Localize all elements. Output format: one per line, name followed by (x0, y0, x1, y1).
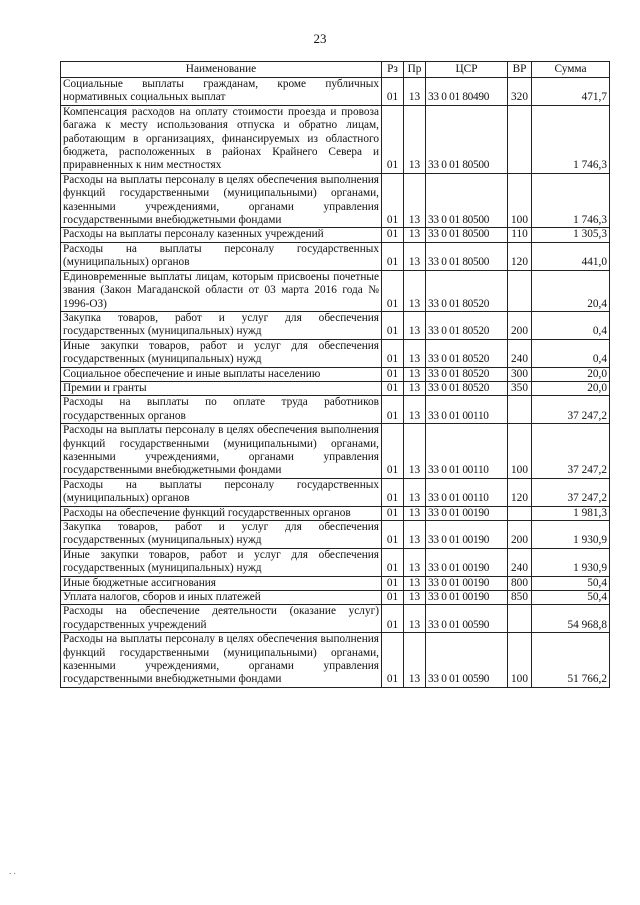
row-rz: 01 (382, 78, 404, 106)
row-rz: 01 (382, 521, 404, 549)
header-pr: Пр (404, 62, 426, 78)
row-vr: 120 (508, 242, 532, 270)
row-pr: 13 (404, 576, 426, 590)
row-name: Премии и гранты (61, 381, 382, 395)
row-sum: 1 930,9 (532, 521, 610, 549)
header-rz: Рз (382, 62, 404, 78)
row-sum: 37 247,2 (532, 424, 610, 479)
row-vr: 110 (508, 228, 532, 242)
row-sum: 0,4 (532, 339, 610, 367)
row-vr: 300 (508, 367, 532, 381)
table-row (61, 506, 610, 520)
row-name: Расходы на обеспечение функций государственных органов (61, 506, 382, 520)
table-row (61, 548, 610, 576)
row-vr: 800 (508, 576, 532, 590)
table-row (61, 339, 610, 367)
row-pr: 13 (404, 270, 426, 311)
row-csr: 33 0 01 00190 (426, 576, 508, 590)
row-rz: 01 (382, 548, 404, 576)
row-name: Расходы на выплаты персоналу в целях обеспечения выполнения функций государственными (муниципальными) органами, казенными учреждениями, органами управления государственными внебюджетными фондами (61, 424, 382, 479)
table-row (61, 478, 610, 506)
row-pr: 13 (404, 591, 426, 605)
row-vr (508, 270, 532, 311)
row-csr: 33 0 01 80490 (426, 78, 508, 106)
row-sum: 20,0 (532, 381, 610, 395)
table-row (61, 591, 610, 605)
row-rz: 01 (382, 339, 404, 367)
row-rz: 01 (382, 311, 404, 339)
row-sum: 20,0 (532, 367, 610, 381)
row-name: Иные закупки товаров, работ и услуг для обеспечения государственных (муниципальных) нужд (61, 548, 382, 576)
table-row (61, 173, 610, 228)
table-row (61, 311, 610, 339)
row-name: Иные бюджетные ассигнования (61, 576, 382, 590)
row-csr: 33 0 01 00190 (426, 591, 508, 605)
row-pr: 13 (404, 339, 426, 367)
row-name: Расходы на выплаты персоналу государственных (муниципальных) органов (61, 478, 382, 506)
budget-table (60, 61, 610, 688)
row-csr: 33 0 01 00190 (426, 548, 508, 576)
row-name: Единовременные выплаты лицам, которым присвоены почетные звания (Закон Магаданской области от 03 марта 2016 года № 1996-ОЗ) (61, 270, 382, 311)
row-rz: 01 (382, 242, 404, 270)
row-rz: 01 (382, 173, 404, 228)
row-vr (508, 105, 532, 173)
row-pr: 13 (404, 78, 426, 106)
row-pr: 13 (404, 548, 426, 576)
row-csr: 33 0 01 80500 (426, 105, 508, 173)
row-pr: 13 (404, 396, 426, 424)
row-pr: 13 (404, 478, 426, 506)
row-rz: 01 (382, 105, 404, 173)
row-csr: 33 0 01 00590 (426, 605, 508, 633)
row-csr: 33 0 01 00110 (426, 478, 508, 506)
row-pr: 13 (404, 605, 426, 633)
row-rz: 01 (382, 591, 404, 605)
table-row (61, 242, 610, 270)
row-sum: 50,4 (532, 591, 610, 605)
row-vr: 240 (508, 339, 532, 367)
row-sum: 50,4 (532, 576, 610, 590)
row-pr: 13 (404, 633, 426, 688)
row-rz: 01 (382, 424, 404, 479)
table-header-row (61, 62, 610, 78)
margin-mark: . . (9, 866, 16, 876)
row-sum: 1 981,3 (532, 506, 610, 520)
table-row (61, 605, 610, 633)
row-sum: 37 247,2 (532, 396, 610, 424)
row-sum: 37 247,2 (532, 478, 610, 506)
page-number: 23 (313, 31, 327, 46)
row-pr: 13 (404, 506, 426, 520)
row-name: Расходы на выплаты по оплате труда работников государственных органов (61, 396, 382, 424)
row-name: Закупка товаров, работ и услуг для обеспечения государственных (муниципальных) нужд (61, 521, 382, 549)
row-name: Социальные выплаты гражданам, кроме публичных нормативных социальных выплат (61, 78, 382, 106)
row-name: Расходы на выплаты персоналу в целях обеспечения выполнения функций государственными (муниципальными) органами, казенными учреждениями, органами управления государственными внебюджетными фондами (61, 633, 382, 688)
header-sum: Сумма (532, 62, 610, 78)
row-vr: 850 (508, 591, 532, 605)
row-csr: 33 0 01 80500 (426, 173, 508, 228)
header-vr: ВР (508, 62, 532, 78)
row-sum: 54 968,8 (532, 605, 610, 633)
row-vr: 100 (508, 173, 532, 228)
row-name: Расходы на обеспечение деятельности (оказание услуг) государственных учреждений (61, 605, 382, 633)
row-vr (508, 506, 532, 520)
table-row (61, 270, 610, 311)
row-vr: 240 (508, 548, 532, 576)
row-sum: 51 766,2 (532, 633, 610, 688)
row-rz: 01 (382, 633, 404, 688)
row-name: Компенсация расходов на оплату стоимости проезда и провоза багажа к месту использования отпуска и обратно лицам, работающим в организациях, финансируемых из областного бюджета, расположенных в районах Крайнего Севера и приравненных к ним местностях (61, 105, 382, 173)
row-name: Расходы на выплаты персоналу государственных (муниципальных) органов (61, 242, 382, 270)
row-csr: 33 0 01 80520 (426, 339, 508, 367)
row-name: Расходы на выплаты персоналу казенных учреждений (61, 228, 382, 242)
row-sum: 441,0 (532, 242, 610, 270)
row-rz: 01 (382, 506, 404, 520)
row-csr: 33 0 01 80520 (426, 367, 508, 381)
table-row (61, 78, 610, 106)
row-sum: 1 305,3 (532, 228, 610, 242)
row-vr: 100 (508, 633, 532, 688)
row-rz: 01 (382, 576, 404, 590)
row-pr: 13 (404, 381, 426, 395)
row-csr: 33 0 01 00110 (426, 424, 508, 479)
row-vr: 320 (508, 78, 532, 106)
row-rz: 01 (382, 478, 404, 506)
row-csr: 33 0 01 00590 (426, 633, 508, 688)
row-vr: 200 (508, 521, 532, 549)
row-csr: 33 0 01 00190 (426, 506, 508, 520)
row-csr: 33 0 01 00190 (426, 521, 508, 549)
header-name: Наименование (61, 62, 382, 78)
row-rz: 01 (382, 367, 404, 381)
row-vr (508, 396, 532, 424)
row-rz: 01 (382, 605, 404, 633)
row-pr: 13 (404, 424, 426, 479)
table-row (61, 396, 610, 424)
row-rz: 01 (382, 228, 404, 242)
row-sum: 0,4 (532, 311, 610, 339)
table-row (61, 576, 610, 590)
row-name: Социальное обеспечение и иные выплаты населению (61, 367, 382, 381)
row-sum: 471,7 (532, 78, 610, 106)
row-name: Закупка товаров, работ и услуг для обеспечения государственных (муниципальных) нужд (61, 311, 382, 339)
row-rz: 01 (382, 396, 404, 424)
row-sum: 20,4 (532, 270, 610, 311)
row-name: Расходы на выплаты персоналу в целях обеспечения выполнения функций государственными (муниципальными) органами, казенными учреждениями, органами управления государственными внебюджетными фондами (61, 173, 382, 228)
table-row (61, 105, 610, 173)
row-vr (508, 605, 532, 633)
table-row (61, 228, 610, 242)
header-csr: ЦСР (426, 62, 508, 78)
row-name: Иные закупки товаров, работ и услуг для обеспечения государственных (муниципальных) нужд (61, 339, 382, 367)
row-vr: 120 (508, 478, 532, 506)
row-pr: 13 (404, 228, 426, 242)
row-pr: 13 (404, 521, 426, 549)
row-rz: 01 (382, 381, 404, 395)
row-csr: 33 0 01 80500 (426, 242, 508, 270)
row-name: Уплата налогов, сборов и иных платежей (61, 591, 382, 605)
row-vr: 200 (508, 311, 532, 339)
table-row (61, 424, 610, 479)
row-pr: 13 (404, 242, 426, 270)
table-row (61, 381, 610, 395)
row-rz: 01 (382, 270, 404, 311)
row-csr: 33 0 01 80520 (426, 381, 508, 395)
row-csr: 33 0 01 80500 (426, 228, 508, 242)
row-vr: 350 (508, 381, 532, 395)
row-pr: 13 (404, 367, 426, 381)
row-sum: 1 746,3 (532, 173, 610, 228)
table-row (61, 367, 610, 381)
row-pr: 13 (404, 173, 426, 228)
row-csr: 33 0 01 00110 (426, 396, 508, 424)
table-row (61, 633, 610, 688)
row-sum: 1 746,3 (532, 105, 610, 173)
table-row (61, 521, 610, 549)
row-pr: 13 (404, 105, 426, 173)
row-vr: 100 (508, 424, 532, 479)
row-csr: 33 0 01 80520 (426, 270, 508, 311)
row-csr: 33 0 01 80520 (426, 311, 508, 339)
row-pr: 13 (404, 311, 426, 339)
row-sum: 1 930,9 (532, 548, 610, 576)
